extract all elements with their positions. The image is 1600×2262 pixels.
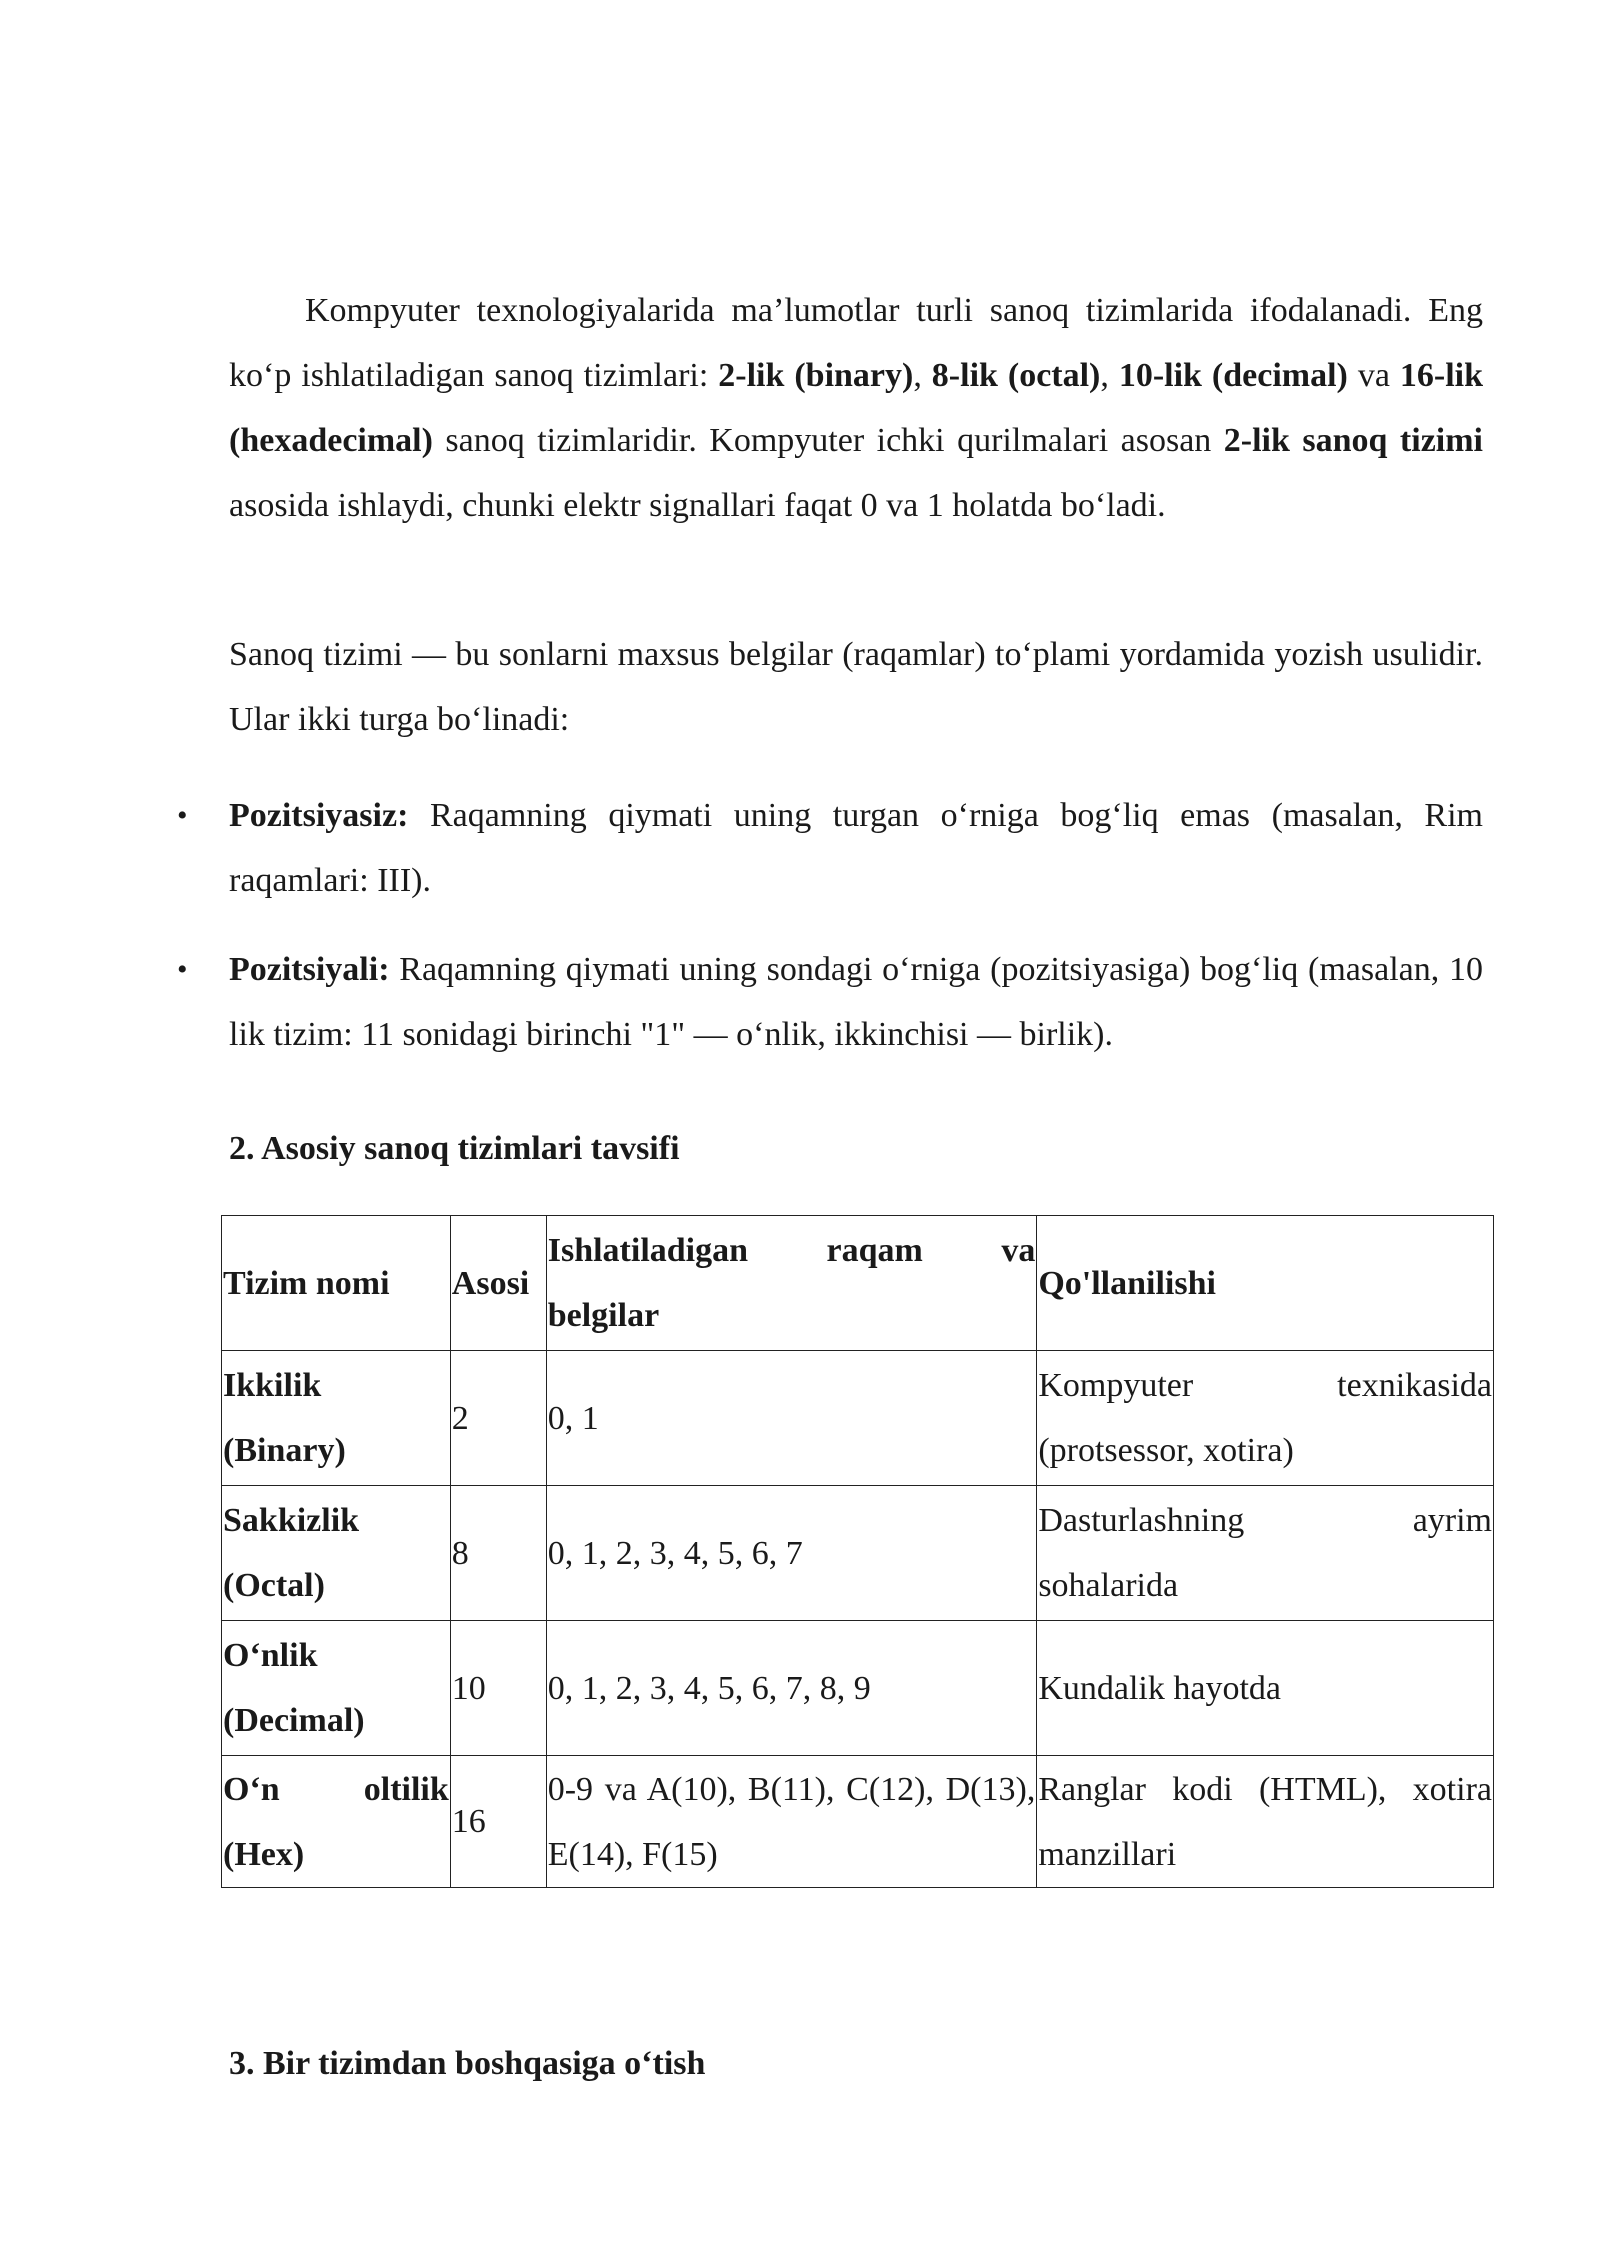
cell-usage (1037, 1486, 1494, 1621)
header-digits (546, 1216, 1037, 1351)
header-digits-line2: belgilar (547, 1297, 660, 1334)
cell-system-name (222, 1351, 451, 1486)
system-name-word: oltilik (363, 1770, 449, 1808)
number-systems-table (221, 1215, 1494, 1888)
cell-base: 10 (450, 1621, 546, 1756)
cell-base: 8 (450, 1486, 546, 1621)
intro-text: Kompyuter texnologiyalarida ma’lumotlar turli sanoq tizimlarida ifodalanadi. Eng ko‘p ishlatiladigan sanoq tizimlari: (229, 292, 1483, 394)
system-name-word: O‘n (223, 1770, 280, 1808)
term-binary: 2-lik (binary) (718, 357, 914, 394)
term-binary-system: 2-lik sanoq tizimi (1223, 422, 1483, 459)
intro-text: asosida ishlaydi, chunki elektr signallari faqat 0 va 1 holatda bo‘ladi. (229, 487, 1166, 524)
header-word: raqam (826, 1232, 923, 1269)
bullet-icon: • (177, 799, 188, 832)
system-name-english: (Binary) (223, 1432, 346, 1469)
definition-paragraph: Sanoq tizimi — bu sonlarni maxsus belgilar (raqamlar) to‘plami yordamida yozish usulidir. Ular ikki turga bo‘linadi: (229, 636, 1483, 738)
bullet-term: Pozitsiyali: (229, 951, 390, 988)
cell-usage (1037, 1351, 1494, 1486)
cell-system-name (222, 1621, 451, 1756)
table-row (222, 1621, 1494, 1756)
term-decimal: 10-lik (decimal) (1118, 357, 1348, 394)
header-base: Asosi (450, 1216, 546, 1351)
cell-base: 2 (450, 1351, 546, 1486)
separator: , (913, 357, 932, 394)
usage-line1 (1038, 1353, 1492, 1418)
bullet-text: Raqamning qiymati uning turgan o‘rniga bog‘liq emas (masalan, Rim raqamlari: III). (229, 797, 1483, 899)
cell-usage: Ranglar kodi (HTML), xotira manzillari (1037, 1756, 1494, 1888)
system-name-english: (Octal) (223, 1567, 325, 1604)
bullet-item-positional (177, 937, 1483, 1067)
usage-word: texnikasida (1337, 1367, 1492, 1404)
cell-digits: 0-9 va A(10), B(11), C(12), D(13), E(14), F(15) (546, 1756, 1037, 1888)
cell-base: 16 (450, 1756, 546, 1888)
table-row (222, 1486, 1494, 1621)
usage-word: Dasturlashning (1038, 1502, 1245, 1539)
system-name (223, 1757, 449, 1822)
cell-usage: Kundalik hayotda (1037, 1621, 1494, 1756)
cell-digits: 0, 1, 2, 3, 4, 5, 6, 7, 8, 9 (546, 1621, 1037, 1756)
system-name: Ikkilik (223, 1367, 322, 1404)
bullet-item-non-positional (177, 783, 1483, 913)
intro-text: sanoq tizimlaridir. Kompyuter ichki qurilmalari asosan (432, 422, 1224, 459)
bullet-text: Raqamning qiymati uning sondagi o‘rniga (pozitsiyasiga) bog‘liq (masalan, 10 lik tizim: 11 sonidagi birinchi "1" — o‘nlik, ikkinchisi — birlik). (229, 951, 1483, 1053)
cell-digits: 0, 1, 2, 3, 4, 5, 6, 7 (546, 1486, 1037, 1621)
separator: , (1100, 357, 1119, 394)
header-word: Ishlatiladigan (547, 1232, 749, 1269)
header-word: va (1001, 1232, 1036, 1269)
section-3-heading: 3. Bir tizimdan boshqasiga o‘tish (229, 2045, 706, 2082)
system-name-english: (Decimal) (223, 1702, 365, 1739)
intro-paragraph (229, 278, 1483, 538)
header-system-name: Tizim nomi (222, 1216, 451, 1351)
usage-word: Kompyuter (1038, 1367, 1194, 1404)
system-name: O‘nlik (223, 1637, 318, 1674)
header-usage: Qo'llanilishi (1037, 1216, 1494, 1351)
usage-line1 (1038, 1488, 1492, 1553)
section-2-heading: 2. Asosiy sanoq tizimlari tavsifi (229, 1130, 680, 1167)
term-octal: 8-lik (octal) (931, 357, 1101, 394)
table-row (222, 1756, 1494, 1888)
bullet-icon: • (177, 953, 188, 986)
system-name-english: (Hex) (223, 1835, 305, 1873)
term-hexadecimal: 16-lik (hexadecimal) (229, 357, 1483, 459)
usage-line2: (protsessor, xotira) (1038, 1432, 1294, 1469)
intro-text: va (1347, 357, 1400, 394)
cell-digits: 0, 1 (546, 1351, 1037, 1486)
table-header-row (222, 1216, 1494, 1351)
header-digits-line1 (548, 1218, 1036, 1283)
table-row (222, 1351, 1494, 1486)
cell-system-name (222, 1486, 451, 1621)
bullet-term: Pozitsiyasiz: (229, 797, 409, 834)
cell-system-name (222, 1756, 451, 1888)
usage-line2: sohalarida (1038, 1567, 1179, 1604)
system-name: Sakkizlik (223, 1502, 360, 1539)
usage-word: ayrim (1412, 1502, 1492, 1539)
